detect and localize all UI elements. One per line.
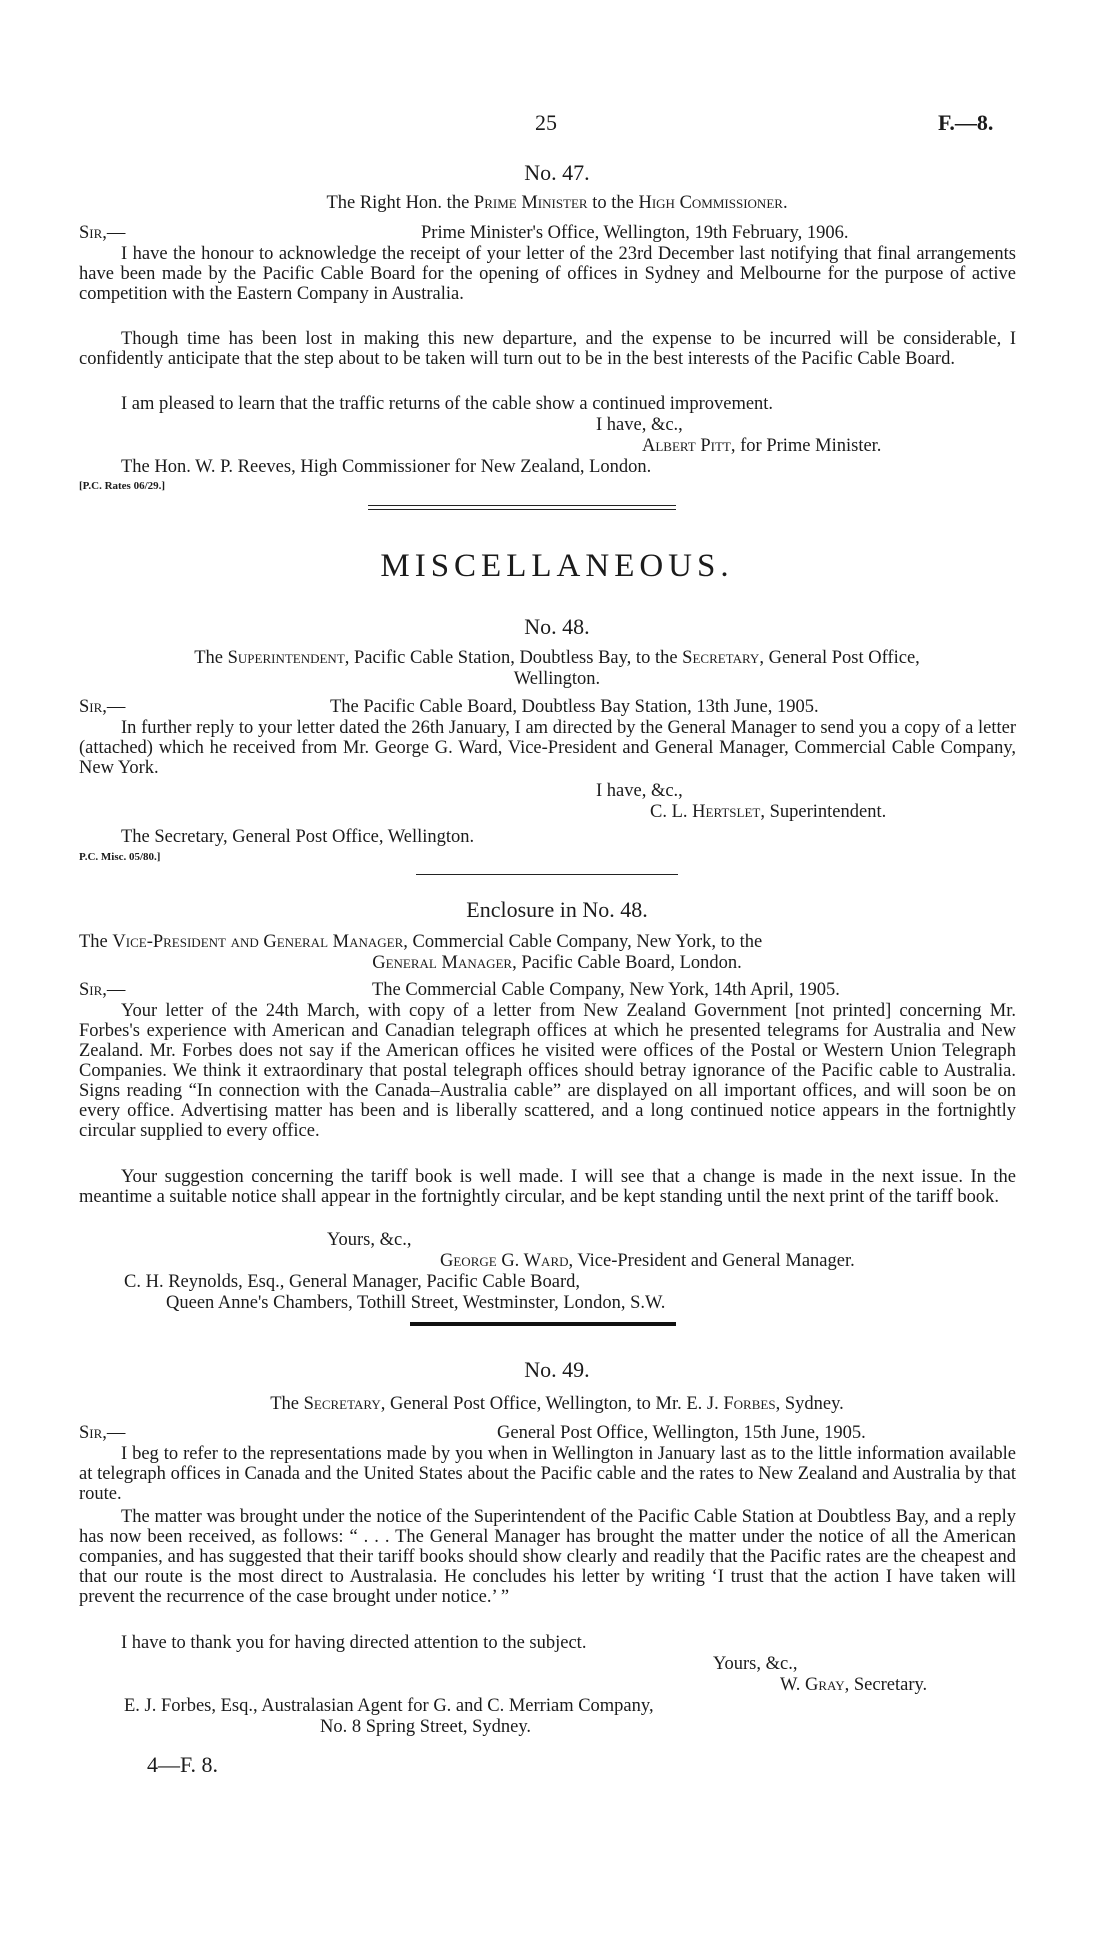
no49-routing: The Secretary, General Post Office, Wellington, to Mr. E. J. Forbes, Sydney. bbox=[270, 1394, 844, 1414]
no49-salutation: Sir,— bbox=[79, 1423, 126, 1443]
no47-routing: The Right Hon. the Prime Minister to the High Commissioner. bbox=[326, 193, 788, 213]
no49-addressee-line2: No. 8 Spring Street, Sydney. bbox=[320, 1717, 532, 1737]
no47-salutation: Sir,— bbox=[79, 223, 126, 243]
section-divider-heavy bbox=[410, 1322, 676, 1326]
enclosure-salutation: Sir,— bbox=[79, 980, 126, 1000]
enclosure-paragraph-2: Your suggestion concerning the tariff book is well made. I will see that a change is made in the next issue. In the meantime a suitable notice shall appear in the fortnightly circular, and be kept standing until the next print of the tariff book. bbox=[79, 1167, 1016, 1207]
no49-paragraph-1: I beg to refer to the representations made by you when in Wellington in January last as to the little information available at telegraph offices in Canada and the United States about the Pacific cable and the rates to New Zealand and Australia by that route. bbox=[79, 1444, 1016, 1504]
no48-salutation: Sir,— bbox=[79, 697, 126, 717]
no47-dateline: Prime Minister's Office, Wellington, 19th February, 1906. bbox=[421, 223, 849, 243]
signature-mark: 4—F. 8. bbox=[147, 1752, 218, 1777]
enclosure-routing: The Vice-President and General Manager, Commercial Cable Company, New York, to the bbox=[79, 932, 763, 952]
enclosure-paragraph-1: Your letter of the 24th March, with copy of a letter from New Zealand Government [not printed] concerning Mr. Forbes's experience with American and Canadian telegraph offices at which he presented telegrams for Australia and New Zealand. Mr. Forbes does not say if the American offices he visited were offices of the Postal or Western Union Telegraph Companies. We think it extraordinary that postal telegraph offices should betray ignorance of the Pacific cable to Australia. Signs reading “In connection with the Canada–Australia cable” are displayed on all important offices, and will soon be on every office. Advertising matter has been and is liberally scattered, and a long continued notice appears in the fortnightly circular supplied to every office. bbox=[79, 1001, 1016, 1141]
no48-heading: No. 48. bbox=[524, 614, 590, 639]
no47-paragraph-1: I have the honour to acknowledge the receipt of your letter of the 23rd December last notifying that final arrangements have been made by the Pacific Cable Board for the opening of offices in Sydney and Melbourne for the purpose of active competition with the Eastern Company in Australia. bbox=[79, 244, 1016, 304]
series-number: F.—8. bbox=[938, 110, 994, 135]
no47-paragraph-2: Though time has been lost in making this new departure, and the expense to be incurred will be considerable, I confidently anticipate that the step about to be taken will turn out to be in the best interests of the Pacific Cable Board. bbox=[79, 329, 1016, 369]
no49-close: Yours, &c., bbox=[713, 1654, 798, 1674]
enclosure-dateline: The Commercial Cable Company, New York, 14th April, 1905. bbox=[372, 980, 840, 1000]
no48-paragraph-1: In further reply to your letter dated the 26th January, I am directed by the General Manager to send you a copy of a letter (attached) which he received from Mr. George G. Ward, Vice-President and General Manager, Commercial Cable Company, New York. bbox=[79, 718, 1016, 778]
divider-rule bbox=[416, 874, 678, 875]
no49-heading: No. 49. bbox=[524, 1357, 590, 1382]
no48-dateline: The Pacific Cable Board, Doubtless Bay Station, 13th June, 1905. bbox=[330, 697, 819, 717]
section-title: MISCELLANEOUS. bbox=[380, 548, 734, 584]
no48-routing-line2: Wellington. bbox=[513, 669, 601, 689]
no49-paragraph-2: The matter was brought under the notice of the Superintendent of the Pacific Cable Station at Doubtless Bay, and a reply has now been received, as follows: “ . . . The General Manager has brought the matter under the notice of all the American companies, and has suggested that their tariff books should show clearly and readily that the Pacific rates are the cheapest and that our route is the most direct to Australasia. He concludes his letter by writing ‘I trust that the action I have taken will prevent the recurrence of the case brought under notice.’ ” bbox=[79, 1507, 1016, 1607]
no47-addressee: The Hon. W. P. Reeves, High Commissioner for New Zealand, London. bbox=[121, 457, 652, 477]
section-divider bbox=[368, 505, 676, 510]
no48-addressee: The Secretary, General Post Office, Wellington. bbox=[121, 827, 475, 847]
no48-signature: C. L. Hertslet, Superintendent. bbox=[650, 802, 887, 822]
enclosure-heading: Enclosure in No. 48. bbox=[466, 897, 648, 922]
enclosure-signature: George G. Ward, Vice-President and General Manager. bbox=[440, 1251, 855, 1271]
no48-close: I have, &c., bbox=[596, 781, 683, 801]
no48-reference: P.C. Misc. 05/80.] bbox=[79, 851, 161, 863]
no47-heading: No. 47. bbox=[524, 160, 590, 185]
no47-paragraph-3: I am pleased to learn that the traffic returns of the cable show a continued improvement. bbox=[121, 394, 774, 414]
enclosure-addressee-line1: C. H. Reynolds, Esq., General Manager, Pacific Cable Board, bbox=[124, 1272, 580, 1292]
page-number: 25 bbox=[535, 110, 557, 135]
no49-paragraph-3: I have to thank you for having directed attention to the subject. bbox=[121, 1633, 587, 1653]
enclosure-close: Yours, &c., bbox=[327, 1230, 412, 1250]
no47-close: I have, &c., bbox=[596, 415, 683, 435]
enclosure-routing-line2: General Manager, Pacific Cable Board, London. bbox=[372, 953, 742, 973]
no49-addressee-line1: E. J. Forbes, Esq., Australasian Agent for G. and C. Merriam Company, bbox=[124, 1696, 654, 1716]
no49-dateline: General Post Office, Wellington, 15th June, 1905. bbox=[497, 1423, 866, 1443]
enclosure-addressee-line2: Queen Anne's Chambers, Tothill Street, Westminster, London, S.W. bbox=[166, 1293, 666, 1313]
no47-signature: Albert Pitt, for Prime Minister. bbox=[642, 436, 882, 456]
no49-signature: W. Gray, Secretary. bbox=[780, 1675, 928, 1695]
no47-reference: [P.C. Rates 06/29.] bbox=[79, 480, 166, 492]
no48-routing: The Superintendent, Pacific Cable Station, Doubtless Bay, to the Secretary, General Post Office, bbox=[194, 648, 920, 668]
